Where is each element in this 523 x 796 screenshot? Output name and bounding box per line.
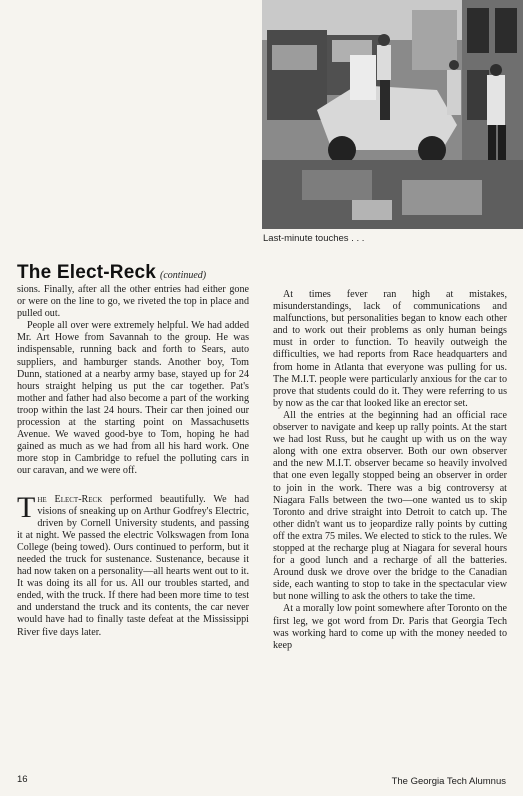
paragraph: All the entries at the beginning had an official race observer to navigate and keep up rally points. At the start we had lost Russ, but he caught up with us on the way along with one extra observer. Both our own observer and the new M.I.T. observer became so heavily involved that one even legally stopped being an observer in order to join in the work. There was a big controversy at Niagara Falls between the two—one wanted us to skip Toronto and drive straight into Detroit to catch up. The other didn't want us to jeopardize rally points by cutting off the extra 75 miles. We elected to stick to the rules. We stopped at the recharge plug at Niagara for several hours for a good lunch and a recharge of all the batteries. Around dusk we drove over the bridge to the Canadian side, each wanting to stop to take in the spectacular view but none willing to ask the others to take the time.	[273, 409, 507, 603]
page-number: 16	[17, 774, 28, 785]
article-title: The Elect-Reck	[17, 262, 157, 283]
dropcap-paragraph	[17, 490, 249, 639]
right-column	[273, 289, 507, 652]
drop-cap: T	[17, 490, 36, 524]
article-heading	[17, 262, 206, 284]
photo-image	[262, 0, 523, 229]
paragraph-text: performed beautifully. We had visions of sneaking up on Arthur Godfrey's Electric, driven by Cornell University students, and passing it at night. We passed the electric Volkswagen from Iona College (being towed). Ours continued to perform, but it needed the truck for sustenance. Sustenance, because it had now taken on a personality—all hearts went out to it. It was doing its all for us. All our troubles started, and ended, with the truck. If there had been more time to test and understand the truck and its contents, the car never would have had to finally taste defeat at the Mississippi River five days later.	[17, 493, 249, 638]
publication-name: The Georgia Tech Alumnus	[391, 776, 506, 787]
article-photo	[262, 0, 523, 229]
smallcaps-lead: he Elect-Reck	[37, 493, 103, 505]
left-column	[17, 284, 249, 639]
paragraph: sions. Finally, after all the other entries had either gone or were on the line to go, we riveted the top in place and pulled out.	[17, 284, 249, 320]
paragraph: People all over were extremely helpful. We had added Mr. Art Howe from Savannah to the group. He was indispensable, running back and forth to Sears, auto suppliers, and hamburger stands. Another boy, Tom Dunn, stationed at a nearby army base, stayed up for 24 hours straight helping us put the car together. Pat's mother and father had also become a part of the working troop within the last 24 hours. Their car then joined our procession at the starting point on Massachusetts Avenue. We waved good-bye to Tom, hoping he had gained as much as we had from all his hard work. One more stop in Cambridge to refuel the polluting cars in our caravan, and we were off.	[17, 320, 249, 477]
paragraph: At times fever ran high at mistakes, misunderstandings, lack of communications and malfunctions, but personalities began to know each other and to work out their problems as only human beings must in order to function. To heavily outweigh the difficulties, we had reports from Race headquarters and from home in Atlanta that everyone was pulling for us. The M.I.T. people were particularly anxious for the car to prove that students could do it. They were referring to us by now as the car that looked like an erector set.	[273, 289, 507, 409]
paragraph: At a morally low point somewhere after Toronto on the first leg, we got word from Dr. Paris that Georgia Tech was working hard to come up with the money needed to keep	[273, 603, 507, 651]
continued-label: (continued)	[160, 270, 207, 281]
photo-caption: Last-minute touches . . .	[263, 233, 365, 244]
